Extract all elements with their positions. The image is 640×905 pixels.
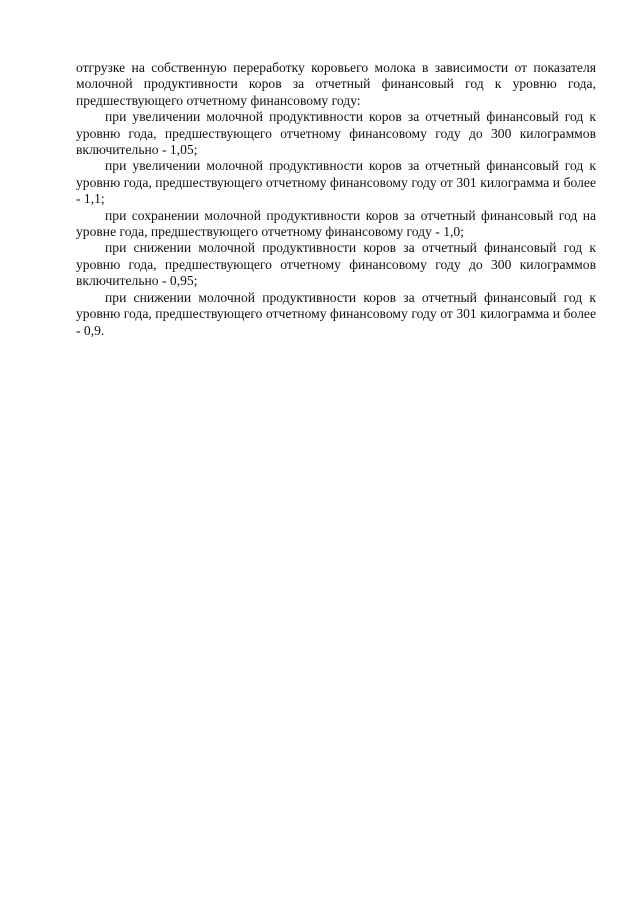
paragraph-increase-up-to-300: при увеличении молочной продуктивности коров за отчетный финансовый год к уровню года, предшествующего отчетному финансовому году до 300 килограммов включительно - 1,05; xyxy=(76,109,596,158)
paragraph-same-level: при сохранении молочной продуктивности коров за отчетный финансовый год на уровне года, предшествующего отчетному финансовому году - 1,0; xyxy=(76,207,596,240)
paragraph-decrease-up-to-300: при снижении молочной продуктивности коров за отчетный финансовый год к уровню года, предшествующего отчетному финансовому году до 300 килограммов включительно - 0,95; xyxy=(76,240,596,289)
document-body xyxy=(76,60,596,339)
paragraph-decrease-from-301: при снижении молочной продуктивности коров за отчетный финансовый год к уровню года, предшествующего отчетному финансовому году от 301 килограмма и более - 0,9. xyxy=(76,289,596,338)
paragraph-increase-from-301: при увеличении молочной продуктивности коров за отчетный финансовый год к уровню года, предшествующего отчетному финансовому году от 301 килограмма и более - 1,1; xyxy=(76,158,596,207)
paragraph-intro: отгрузке на собственную переработку коровьего молока в зависимости от показателя молочной продуктивности коров за отчетный финансовый год к уровню года, предшествующего отчетному финансовому году: xyxy=(76,60,596,108)
